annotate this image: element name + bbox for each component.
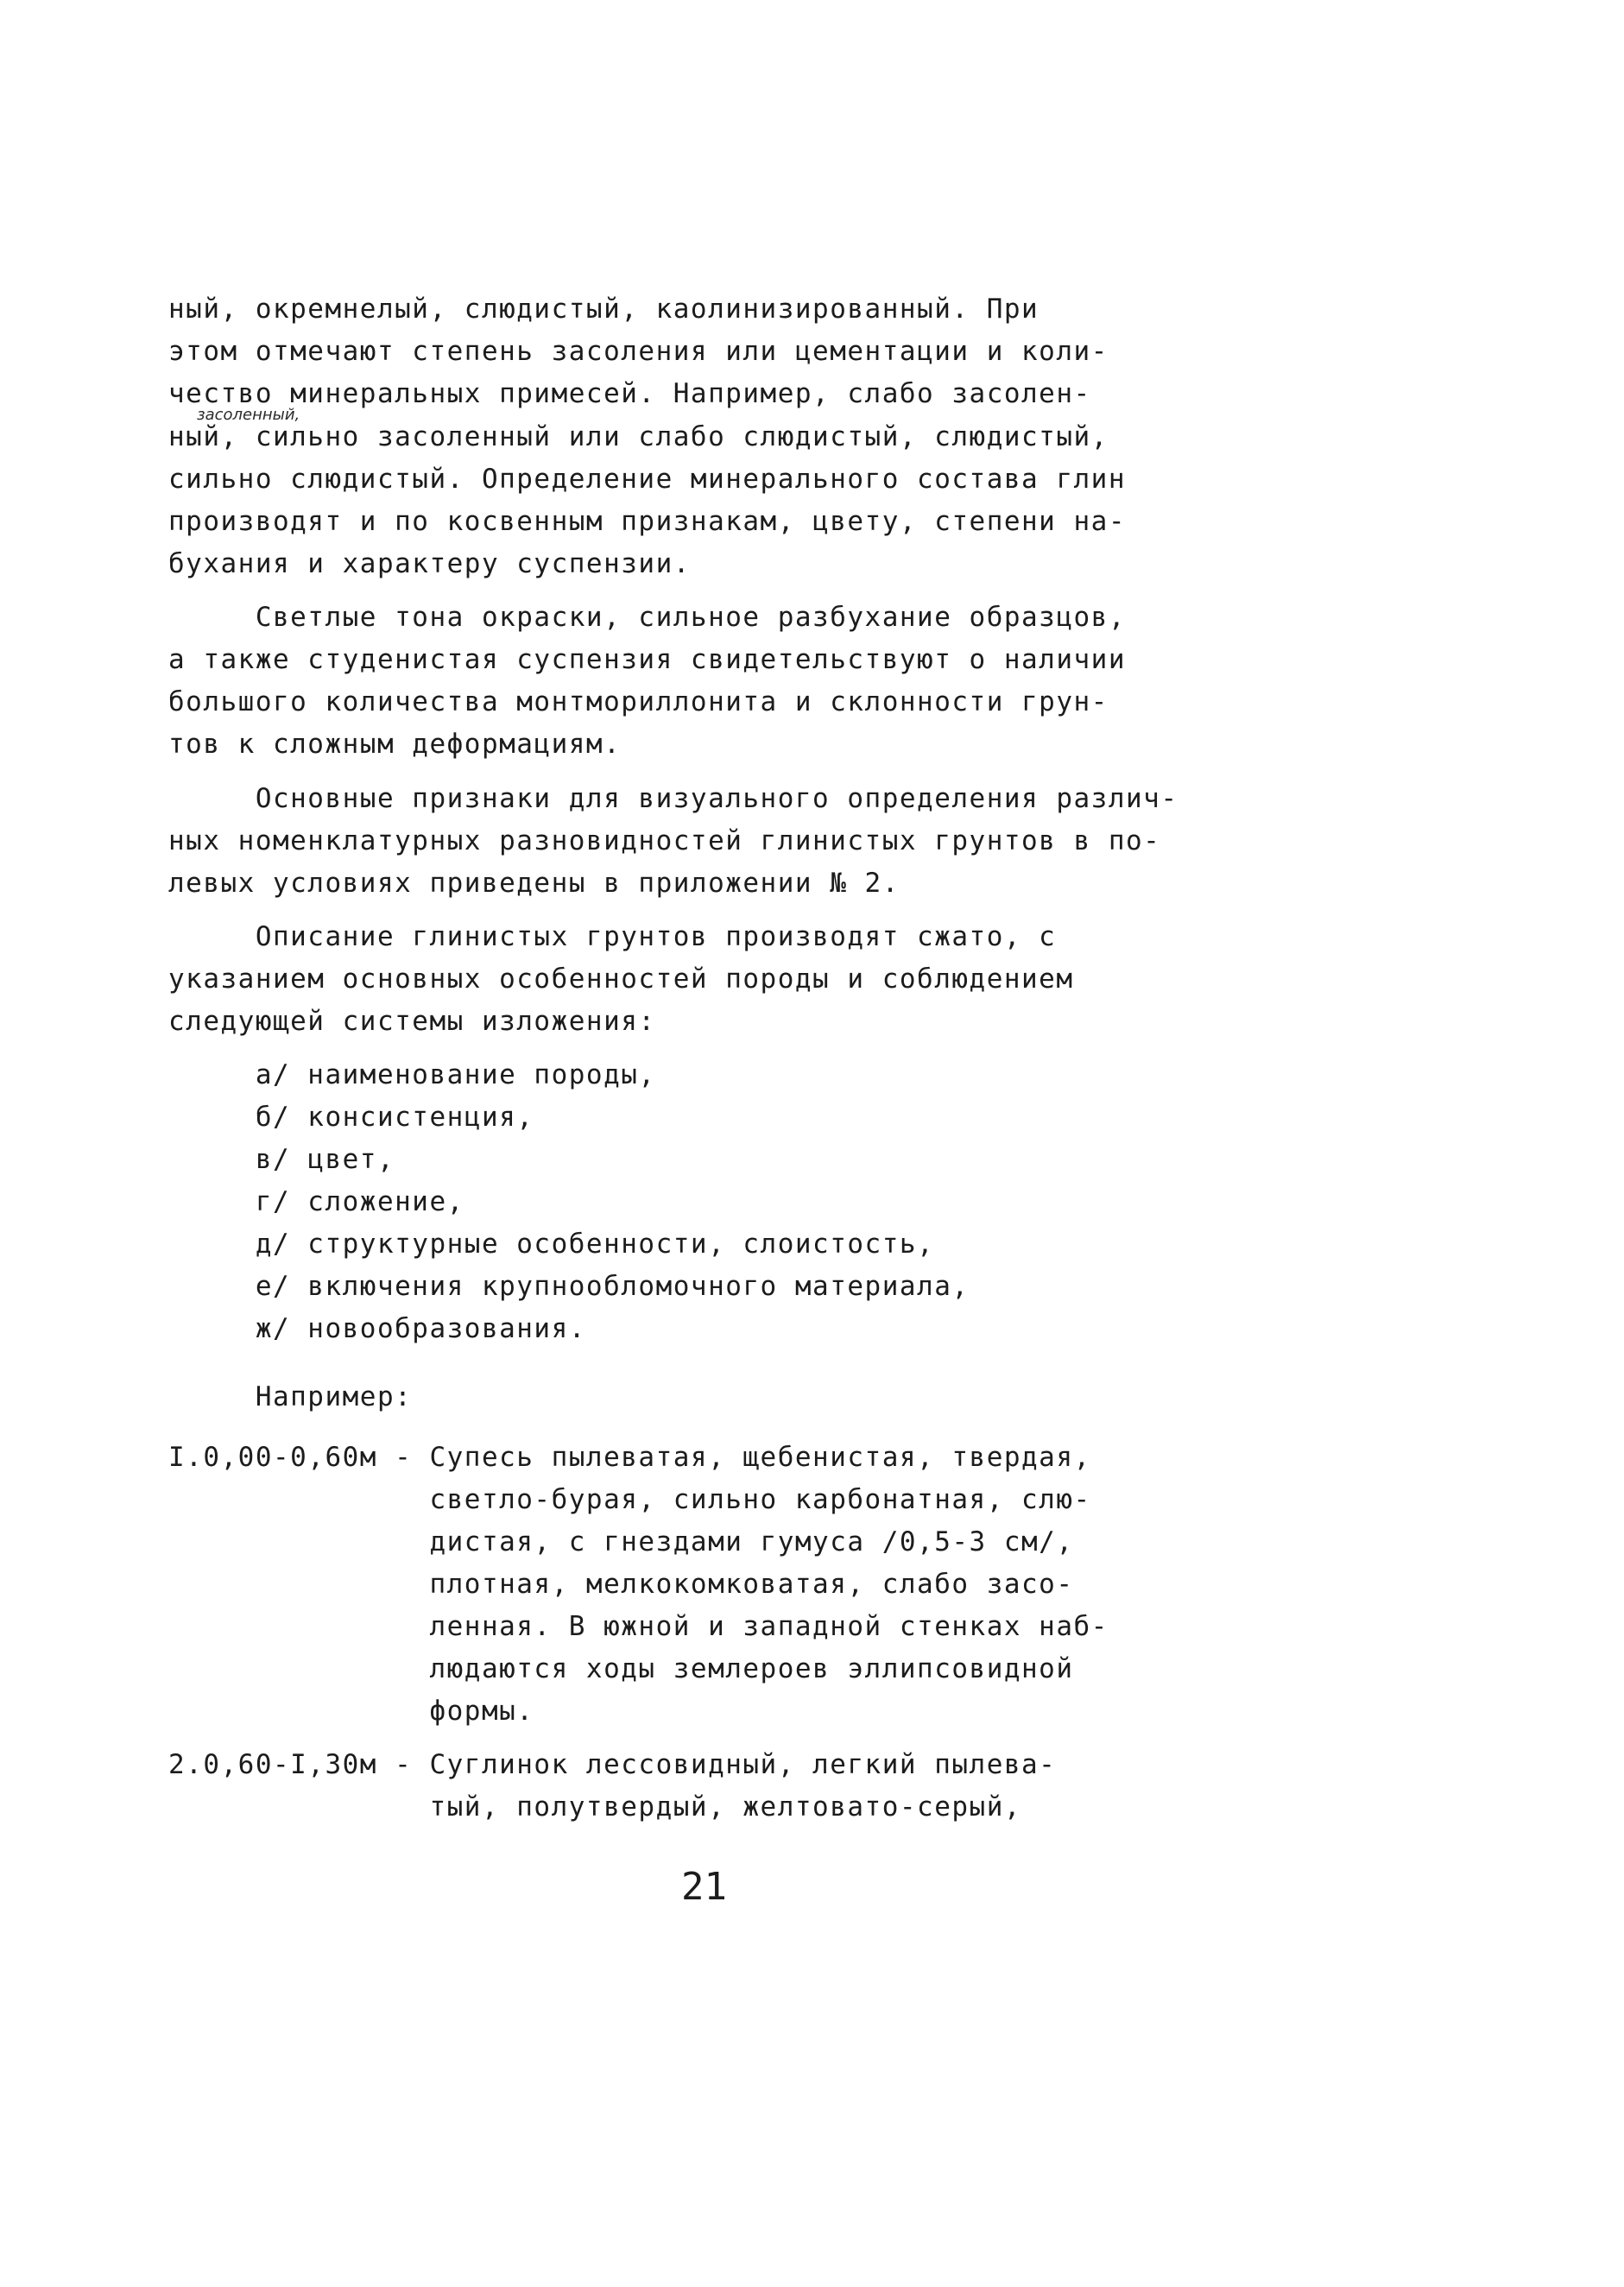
- text-line: сильно слюдистый. Определение минерального состава глин: [168, 464, 1126, 495]
- text-line: тов к сложным деформациям.: [168, 729, 622, 760]
- list-item: г/ сложение,: [168, 1186, 464, 1217]
- example-line: людаются ходы землероев эллипсовидной: [168, 1653, 1074, 1684]
- text-line: левых условиях приведены в приложении № 2.: [168, 868, 900, 899]
- example-line: формы.: [168, 1696, 534, 1727]
- list-item: е/ включения крупнообломочного материала,: [168, 1271, 970, 1302]
- list-item: б/ консистенция,: [168, 1102, 534, 1133]
- example-line: ленная. В южной и западной стенках наб-: [168, 1611, 1109, 1642]
- text-line: Основные признаки для визуального определения различ-: [168, 783, 1179, 814]
- handwritten-insertion: засоленный,: [197, 406, 300, 424]
- text-line: Описание глинистых грунтов производят сжато, с: [168, 921, 1057, 952]
- text-line: указанием основных особенностей породы и соблюдением: [168, 963, 1074, 995]
- example-line: плотная, мелкокомковатая, слабо засо-: [168, 1569, 1074, 1600]
- text-line: большого количества монтмориллонита и склонности грун-: [168, 686, 1109, 717]
- text-line: а также студенистая суспензия свидетельствуют о наличии: [168, 644, 1126, 675]
- page-number: 21: [681, 1865, 727, 1909]
- example-line: 2.0,60-I,30м - Суглинок лессовидный, легкий пылева-: [168, 1749, 1057, 1780]
- text-line: этом отмечают степень засоления или цементации и коли-: [168, 336, 1109, 367]
- text-line: ных номенклатурных разновидностей глинистых грунтов в по-: [168, 825, 1161, 856]
- text-line: бухания и характеру суспензии.: [168, 548, 691, 579]
- example-line: I.0,00-0,60м - Супесь пылеватая, щебенистая, твердая,: [168, 1442, 1091, 1473]
- text-line: производят и по косвенным признакам, цвету, степени на-: [168, 506, 1126, 537]
- text-line: чество минеральных примесей. Например, слабо засолен-: [168, 378, 1091, 409]
- list-item: а/ наименование породы,: [168, 1059, 656, 1090]
- list-item: д/ структурные особенности, слоистость,: [168, 1229, 935, 1260]
- text-line: следующей системы изложения:: [168, 1006, 656, 1037]
- example-label: Например:: [168, 1381, 413, 1412]
- list-item: ж/ новообразования.: [168, 1313, 586, 1344]
- example-line: дистая, с гнездами гумуса /0,5-3 см/,: [168, 1526, 1074, 1557]
- text-line: Светлые тона окраски, сильное разбухание образцов,: [168, 602, 1126, 633]
- text-line: ный, окремнелый, слюдистый, каолинизированный. При: [168, 294, 1039, 325]
- example-line: светло-бурая, сильно карбонатная, слю-: [168, 1484, 1091, 1515]
- example-line: тый, полутвердый, желтовато-серый,: [168, 1791, 1022, 1823]
- list-item: в/ цвет,: [168, 1144, 395, 1175]
- text-line: ный, сильно засоленный или слабо слюдистый, слюдистый,: [168, 421, 1109, 452]
